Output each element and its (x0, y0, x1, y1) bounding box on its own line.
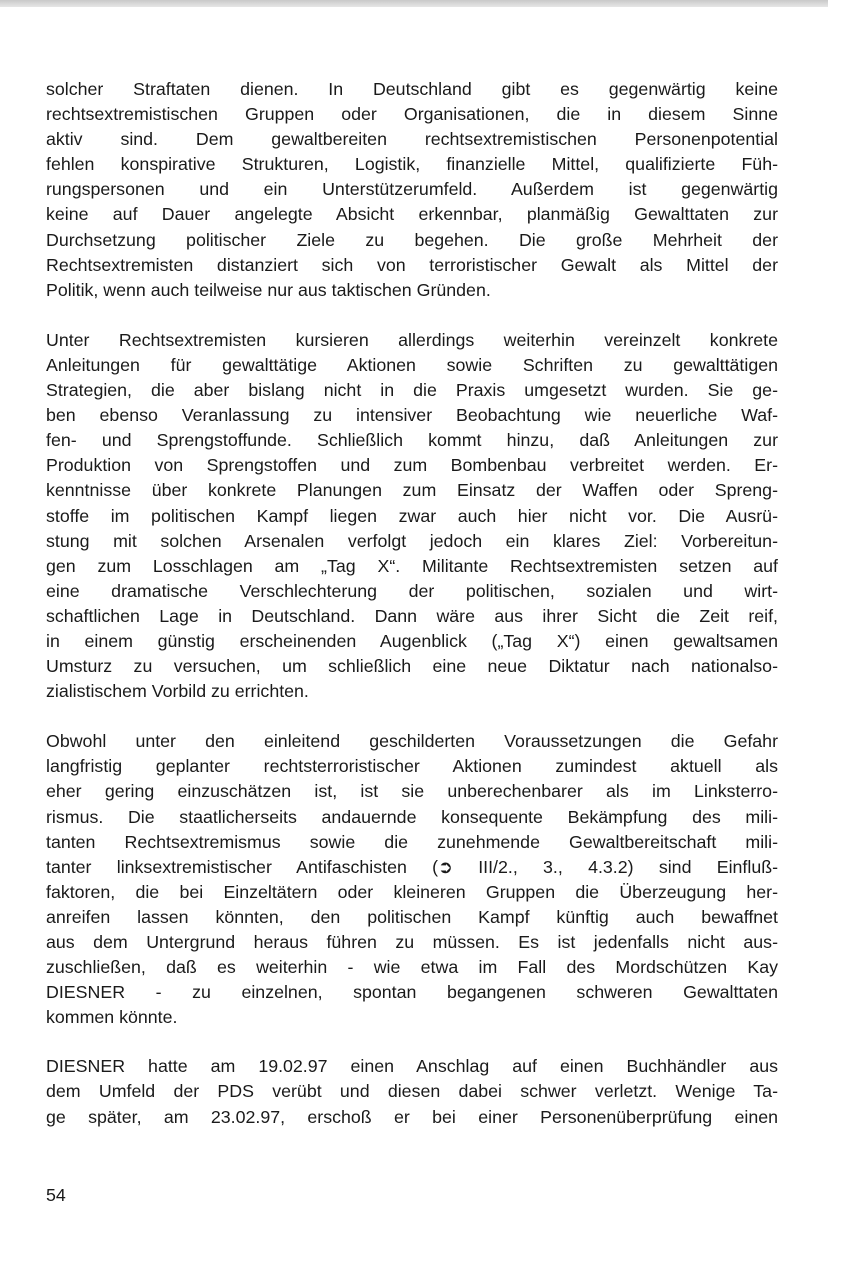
text-line: Obwohl unter den einleitend geschilderten Voraussetzungen die Gefahr (46, 731, 778, 752)
text-line: schaftlichen Lage in Deutschland. Dann wäre aus ihrer Sicht die Zeit reif, (46, 605, 778, 626)
text-line: Rechtsextremisten distanziert sich von terroristischer Gewalt als Mittel der (46, 254, 778, 275)
text-line: anreifen lassen könnten, den politischen Kampf künftig auch bewaffnet (46, 906, 778, 927)
text-line: tanter linksextremistischer Antifaschisten (➲ III/2., 3., 4.3.2) sind Einfluß- (46, 856, 778, 877)
text-line: rismus. Die staatlicherseits andauernde konsequente Bekämpfung des mili- (46, 806, 778, 827)
page-number: 54 (46, 1185, 66, 1205)
text-line: stoffe im politischen Kampf liegen zwar auch hier nicht vor. Die Ausrü- (46, 505, 778, 526)
text-line: keine auf Dauer angelegte Absicht erkennbar, planmäßig Gewalttaten zur (46, 204, 778, 225)
text-line: kommen könnte. (46, 1007, 178, 1028)
text-line: tanten Rechtsextremismus sowie die zunehmende Gewaltbereitschaft mili- (46, 831, 778, 852)
text-line: eine dramatische Verschlechterung der politischen, sozialen und wirt- (46, 580, 778, 601)
text-line: aus dem Untergrund heraus führen zu müssen. Es ist jedenfalls nicht aus- (46, 932, 778, 952)
text-line: zialistischem Vorbild zu errichten. (46, 681, 309, 702)
text-line: Politik, wenn auch teilweise nur aus taktischen Gründen. (46, 279, 491, 300)
paragraph-4 (46, 1054, 778, 1129)
text-line: faktoren, die bei Einzeltätern oder kleineren Gruppen die Überzeugung her- (46, 881, 778, 902)
paragraph-2 (46, 328, 778, 704)
text-line: ge später, am 23.02.97, erschoß er bei einer Personenüberprüfung einen (46, 1106, 778, 1127)
text-line: Umsturz zu versuchen, um schließlich eine neue Diktatur nach nationalso- (46, 656, 778, 677)
text-line: eher gering einzuschätzen ist, ist sie unberechenbarer als im Linksterro- (46, 781, 778, 802)
text-line: stung mit solchen Arsenalen verfolgt jedoch ein klares Ziel: Vorbereitun- (46, 530, 778, 551)
text-line: langfristig geplanter rechtsterroristischer Aktionen zumindest aktuell als (46, 756, 778, 777)
text-line: Produktion von Sprengstoffen und zum Bombenbau verbreitet werden. Er- (46, 455, 778, 476)
text-line: zuschließen, daß es weiterhin - wie etwa im Fall des Mordschützen Kay (46, 957, 778, 978)
text-line: fehlen konspirative Strukturen, Logistik, finanzielle Mittel, qualifizierte Füh- (46, 154, 778, 175)
text-line: gen zum Losschlagen am „Tag X“. Militante Rechtsextremisten setzen auf (46, 555, 778, 576)
text-line: DIESNER hatte am 19.02.97 einen Anschlag auf einen Buchhändler aus (46, 1056, 778, 1077)
text-line: Anleitungen für gewalttätige Aktionen sowie Schriften zu gewalttätigen (46, 354, 778, 375)
text-line: rechtsextremistischen Gruppen oder Organisationen, die in diesem Sinne (46, 104, 778, 125)
text-line: in einem günstig erscheinenden Augenblick („Tag X“) einen gewaltsamen (46, 630, 778, 651)
text-line: ben ebenso Veranlassung zu intensiver Beobachtung wie neuerliche Waf- (46, 405, 778, 426)
top-edge-rule (0, 0, 828, 7)
paragraph-1 (46, 77, 778, 303)
text-line: dem Umfeld der PDS verübt und diesen dabei schwer verletzt. Wenige Ta- (46, 1081, 778, 1102)
text-line: kenntnisse über konkrete Planungen zum Einsatz der Waffen oder Spreng- (46, 480, 778, 501)
text-line: fen- und Sprengstoffunde. Schließlich kommt hinzu, daß Anleitungen zur (46, 430, 778, 451)
page-body (46, 77, 778, 1154)
text-line: Unter Rechtsextremisten kursieren allerdings weiterhin vereinzelt konkrete (46, 329, 778, 350)
text-line: solcher Straftaten dienen. In Deutschland gibt es gegenwärtig keine (46, 79, 778, 99)
text-line: aktiv sind. Dem gewaltbereiten rechtsextremistischen Personenpotential (46, 129, 778, 150)
paragraph-3 (46, 729, 778, 1030)
text-line: DIESNER - zu einzelnen, spontan begangenen schweren Gewalttaten (46, 982, 778, 1003)
text-line: Strategien, die aber bislang nicht in die Praxis umgesetzt wurden. Sie ge- (46, 380, 778, 401)
text-line: rungspersonen und ein Unterstützerumfeld. Außerdem ist gegenwärtig (46, 179, 778, 200)
text-line: Durchsetzung politischer Ziele zu begehen. Die große Mehrheit der (46, 229, 778, 250)
